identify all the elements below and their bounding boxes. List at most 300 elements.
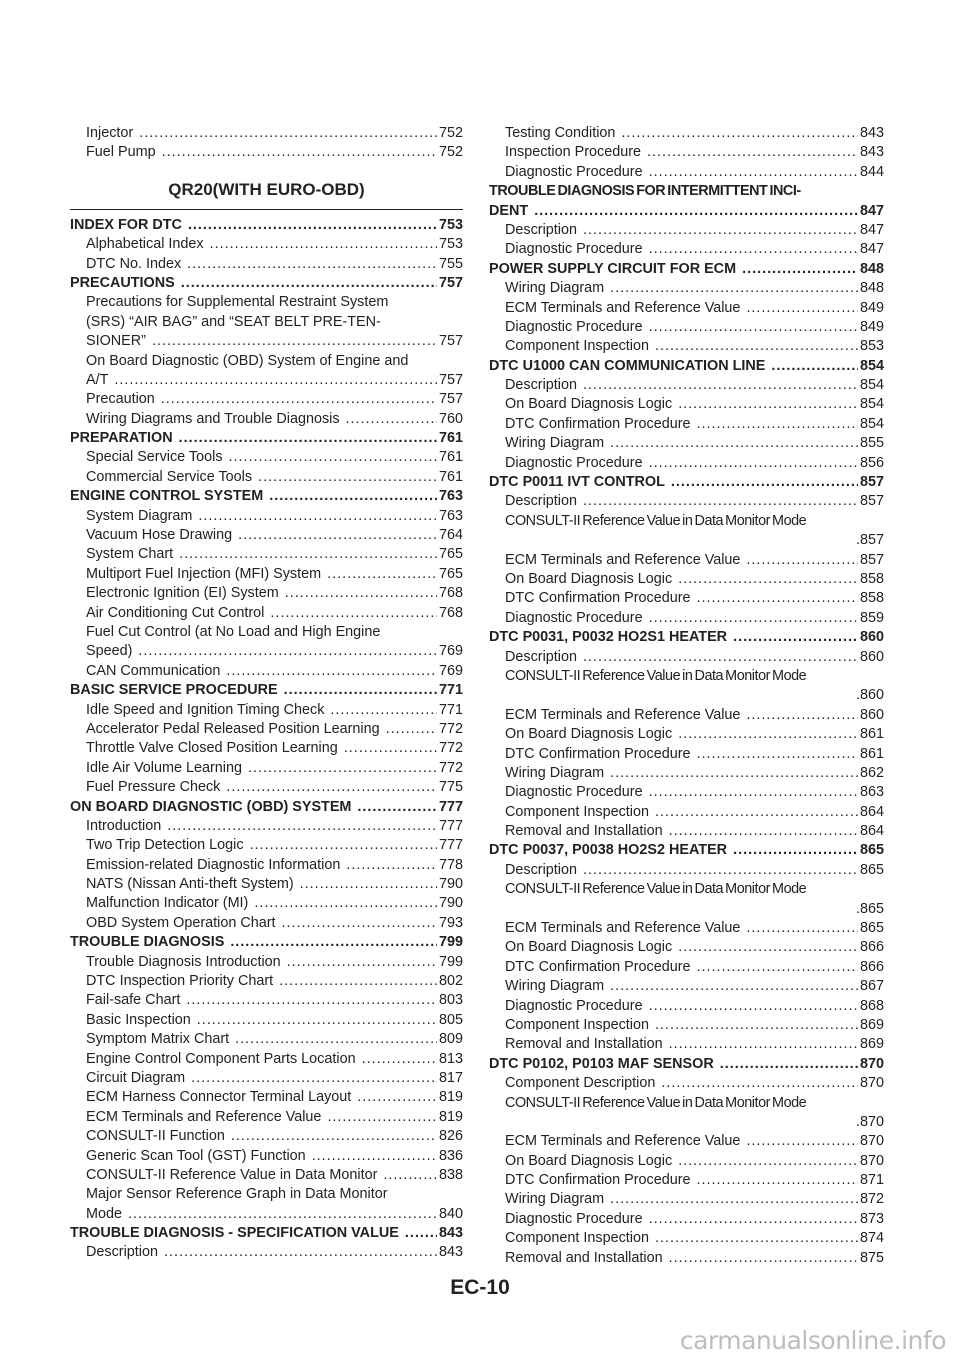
toc-dot-leader	[583, 376, 858, 395]
toc-heading	[489, 202, 884, 221]
toc-entry-title: Precaution	[86, 391, 155, 408]
toc-entry-title: Air Conditioning Cut Control	[86, 604, 265, 621]
toc-page-number: 769	[438, 662, 463, 679]
toc-entry	[489, 1132, 884, 1151]
toc-entry-title: Description	[505, 221, 577, 238]
toc-dot-leader	[198, 507, 437, 526]
toc-entry	[489, 648, 884, 667]
toc-dot-leader	[678, 570, 858, 589]
toc-entry-line: Fuel Cut Control (at No Load and High Engine	[86, 623, 381, 640]
toc-entry	[70, 817, 463, 836]
toc-dot-leader	[139, 124, 437, 143]
toc-entry-line: CONSULT-II Reference Value in Data Monitor Mode	[505, 512, 807, 529]
toc-entry	[70, 1011, 463, 1030]
toc-page-number: 763	[438, 488, 463, 505]
toc-dot-leader	[186, 991, 437, 1010]
toc-entry-title: Throttle Valve Closed Position Learning	[86, 740, 338, 757]
toc-entry-title: Special Service Tools	[86, 449, 223, 466]
toc-dot-leader	[661, 1074, 858, 1093]
toc-page-number: 761	[438, 468, 463, 485]
toc-page-number: 874	[859, 1230, 884, 1247]
toc-dot-leader	[649, 318, 858, 337]
toc-page-number: 862	[859, 764, 884, 781]
toc-dot-leader	[697, 745, 858, 764]
toc-entry-line: CONSULT-II Reference Value in Data Monitor Mode	[505, 1094, 807, 1111]
toc-entry-title: On Board Diagnosis Logic	[505, 939, 673, 956]
toc-dot-leader	[230, 933, 437, 952]
toc-entry-title: TROUBLE DIAGNOSIS	[70, 934, 225, 951]
toc-dot-leader	[746, 551, 858, 570]
toc-entry-title: DTC P0037, P0038 HO2S2 HEATER	[489, 842, 728, 859]
toc-entry	[70, 759, 463, 778]
toc-dot-leader	[647, 143, 858, 162]
toc-page-number: 752	[438, 125, 463, 141]
toc-entry	[70, 1127, 463, 1146]
toc-entry-title: Generic Scan Tool (GST) Function	[86, 1147, 306, 1164]
toc-dot-leader	[746, 706, 858, 725]
toc-dot-leader	[669, 822, 858, 841]
toc-page-continuation: .870	[855, 1113, 884, 1130]
toc-entry	[70, 235, 463, 254]
toc-entry-title: Diagnostic Procedure	[505, 318, 643, 335]
toc-entry	[70, 255, 463, 274]
toc-entry	[70, 1243, 463, 1262]
toc-heading	[70, 487, 463, 506]
toc-dot-leader	[167, 817, 437, 836]
toc-entry-title: Commercial Service Tools	[86, 468, 253, 485]
toc-page-number: 873	[859, 1210, 884, 1227]
toc-page-number: 854	[859, 357, 884, 374]
toc-page-number: 848	[859, 280, 884, 297]
toc-heading	[70, 798, 463, 817]
toc-dot-leader	[226, 778, 437, 797]
toc-page-number: 778	[438, 856, 463, 873]
toc-entry	[70, 1050, 463, 1069]
toc-entry	[70, 1108, 463, 1127]
toc-dot-leader	[649, 997, 858, 1016]
toc-entry	[489, 822, 884, 841]
toc-dot-leader	[655, 337, 858, 356]
toc-entry-line: (SRS) “AIR BAG” and “SEAT BELT PRE-TEN-	[86, 313, 381, 330]
toc-entry-title: Circuit Diagram	[86, 1069, 186, 1086]
toc-dot-leader	[746, 299, 858, 318]
toc-dot-leader	[191, 1069, 437, 1088]
toc-page-number: 871	[859, 1172, 884, 1189]
toc-page-number: 867	[859, 978, 884, 995]
toc-page-number: 817	[438, 1069, 463, 1086]
toc-heading	[489, 473, 884, 492]
toc-entry	[70, 468, 463, 487]
toc-page-number: 853	[859, 338, 884, 355]
toc-entry	[489, 570, 884, 589]
toc-dot-leader	[386, 720, 437, 739]
toc-page-number: 771	[438, 701, 463, 718]
toc-entry-title: Speed)	[86, 643, 133, 660]
toc-page-continuation: .857	[855, 532, 884, 549]
toc-page-number: 799	[438, 934, 463, 951]
toc-entry	[489, 551, 884, 570]
toc-dot-leader	[114, 371, 437, 390]
toc-entry-title: Wiring Diagram	[505, 764, 605, 781]
toc-entry	[70, 720, 463, 739]
toc-page-number: 868	[859, 997, 884, 1014]
toc-page-number: 843	[438, 1225, 463, 1242]
toc-entry	[489, 1035, 884, 1054]
toc-entry-title: NATS (Nissan Anti-theft System)	[86, 876, 294, 893]
toc-dot-leader	[250, 836, 437, 855]
toc-page-number: 855	[859, 435, 884, 452]
toc-entry-title: Component Description	[505, 1075, 656, 1092]
toc-entry-title: On Board Diagnosis Logic	[505, 570, 673, 587]
toc-page-number: 755	[438, 255, 463, 272]
toc-page-number: 836	[438, 1147, 463, 1164]
toc-page-number: 858	[859, 570, 884, 587]
toc-entry	[70, 856, 463, 875]
toc-page-number: 865	[859, 920, 884, 937]
toc-dot-leader	[254, 894, 437, 913]
toc-entry-title: Idle Air Volume Learning	[86, 759, 242, 776]
toc-page-number: 863	[859, 784, 884, 801]
toc-entry-title: Vacuum Hose Drawing	[86, 527, 233, 544]
toc-entry-title: Diagnostic Procedure	[505, 609, 643, 626]
toc-dot-leader	[357, 798, 437, 817]
toc-page-number: 847	[859, 241, 884, 258]
toc-entry-title: Symptom Matrix Chart	[86, 1031, 230, 1048]
toc-entry-title: Engine Control Component Parts Location	[86, 1050, 356, 1067]
toc-entry	[489, 1190, 884, 1209]
toc-dot-leader	[179, 545, 437, 564]
toc-heading	[70, 1224, 463, 1243]
toc-entry	[70, 778, 463, 797]
toc-entry-title: Inspection Procedure	[505, 144, 641, 161]
toc-page-number: 854	[859, 377, 884, 394]
toc-dot-leader	[649, 1210, 858, 1229]
toc-page-number: 857	[859, 551, 884, 568]
toc-entry-title: Description	[86, 1244, 158, 1261]
toc-entry-title: Electronic Ignition (EI) System	[86, 585, 279, 602]
toc-dot-leader	[357, 1088, 437, 1107]
toc-entry	[70, 1088, 463, 1107]
toc-page-number: 843	[438, 1244, 463, 1261]
toc-entry-title: SIONER”	[86, 333, 146, 350]
toc-dot-leader	[362, 1050, 437, 1069]
toc-entry	[70, 739, 463, 758]
toc-entry	[489, 1074, 884, 1093]
toc-entry	[489, 589, 884, 608]
toc-page-number: 753	[438, 216, 463, 233]
toc-dot-leader	[678, 938, 858, 957]
toc-entry	[489, 938, 884, 957]
toc-entry	[70, 332, 463, 351]
toc-page-number: 772	[438, 759, 463, 776]
toc-entry-title: Description	[505, 648, 577, 665]
toc-dot-leader	[649, 240, 858, 259]
toc-entry-title: Component Inspection	[505, 338, 649, 355]
toc-page-number: 848	[859, 260, 884, 277]
toc-entry	[70, 972, 463, 991]
toc-dot-leader	[746, 919, 858, 938]
toc-page-number: 864	[859, 823, 884, 840]
toc-entry	[70, 875, 463, 894]
toc-entry-title: Mode	[86, 1205, 122, 1222]
toc-entry	[489, 395, 884, 414]
toc-page-number: 864	[859, 803, 884, 820]
toc-page-number: 859	[859, 609, 884, 626]
toc-page-number: 866	[859, 958, 884, 975]
toc-entry-title: CAN Communication	[86, 662, 221, 679]
toc-dot-leader	[300, 875, 437, 894]
toc-entry-title: DTC P0011 IVT CONTROL	[489, 474, 665, 491]
toc-entry	[489, 764, 884, 783]
toc-page-number: 843	[859, 125, 884, 141]
toc-page-number: 857	[859, 474, 884, 491]
toc-entry-title: DTC Confirmation Procedure	[505, 958, 691, 975]
toc-page-number: 777	[438, 798, 463, 815]
toc-dot-leader	[187, 255, 437, 274]
toc-entry-title: Trouble Diagnosis Introduction	[86, 953, 281, 970]
toc-entry-title: Description	[505, 377, 577, 394]
toc-page-number: 866	[859, 939, 884, 956]
toc-entry-title: ECM Harness Connector Terminal Layout	[86, 1089, 352, 1106]
toc-entry	[70, 448, 463, 467]
toc-entry-title: Component Inspection	[505, 803, 649, 820]
toc-entry-title: DTC No. Index	[86, 255, 182, 272]
toc-entry	[489, 725, 884, 744]
toc-page-number: 849	[859, 299, 884, 316]
toc-entry-title: Testing Condition	[505, 125, 616, 141]
toc-entry	[489, 609, 884, 628]
toc-dot-leader	[583, 648, 858, 667]
toc-entry-line: Major Sensor Reference Graph in Data Monitor	[86, 1186, 388, 1203]
toc-dot-leader	[678, 395, 858, 414]
toc-page-number: 869	[859, 1036, 884, 1053]
toc-entry	[70, 124, 463, 143]
toc-heading	[489, 260, 884, 279]
toc-page-continuation: .860	[855, 687, 884, 704]
toc-page-number: 761	[438, 449, 463, 466]
toc-page-number: 768	[438, 585, 463, 602]
toc-entry	[70, 565, 463, 584]
toc-entry-title: On Board Diagnosis Logic	[505, 1152, 673, 1169]
page-number-label: EC-10	[450, 1276, 510, 1299]
toc-dot-leader	[164, 1243, 437, 1262]
toc-heading	[489, 841, 884, 860]
toc-entry-title: Emission-related Diagnostic Information	[86, 856, 341, 873]
toc-dot-leader	[583, 861, 858, 880]
toc-entry	[70, 371, 463, 390]
toc-entry	[489, 1152, 884, 1171]
toc-dot-leader	[655, 1229, 858, 1248]
toc-entry	[70, 526, 463, 545]
toc-entry-title: Diagnostic Procedure	[505, 454, 643, 471]
toc-dot-leader	[287, 953, 437, 972]
toc-entry-title: DTC Confirmation Procedure	[505, 1172, 691, 1189]
toc-entry-title: TROUBLE DIAGNOSIS - SPECIFICATION VALUE	[70, 1225, 399, 1242]
toc-entry-title: Alphabetical Index	[86, 236, 204, 253]
toc-page-number: 777	[438, 817, 463, 834]
toc-heading	[489, 357, 884, 376]
toc-dot-leader	[655, 1016, 858, 1035]
toc-page-number: 793	[438, 914, 463, 931]
toc-dot-leader	[610, 434, 858, 453]
toc-heading	[70, 216, 463, 235]
toc-entry-title: CONSULT-II Reference Value in Data Monitor	[86, 1166, 378, 1183]
toc-dot-leader	[327, 1108, 437, 1127]
toc-page-number: 753	[438, 236, 463, 253]
toc-page-number: 826	[438, 1128, 463, 1145]
toc-dot-leader	[746, 1132, 858, 1151]
toc-dot-leader	[621, 124, 858, 143]
toc-dot-leader	[669, 1249, 858, 1268]
toc-page-number: 764	[438, 527, 463, 544]
toc-dot-leader	[330, 701, 437, 720]
toc-dot-leader	[229, 448, 437, 467]
toc-dot-leader	[258, 468, 437, 487]
toc-page-number: 790	[438, 876, 463, 893]
toc-page-number: 803	[438, 992, 463, 1009]
toc-page-number: 819	[438, 1089, 463, 1106]
toc-heading	[489, 1055, 884, 1074]
toc-entry	[489, 706, 884, 725]
toc-entry-title: Component Inspection	[505, 1016, 649, 1033]
toc-entry	[489, 1229, 884, 1248]
toc-page-number: 765	[438, 546, 463, 563]
toc-entry-title: Diagnostic Procedure	[505, 163, 643, 180]
toc-dot-leader	[583, 492, 858, 511]
toc-entry	[489, 803, 884, 822]
toc-page-number: 757	[438, 333, 463, 350]
toc-entry-title: Fuel Pump	[86, 144, 156, 161]
toc-entry-title: PRECAUTIONS	[70, 274, 175, 291]
toc-entry-title: ENGINE CONTROL SYSTEM	[70, 488, 264, 505]
toc-entry	[489, 221, 884, 240]
toc-dot-leader	[282, 914, 437, 933]
toc-dot-leader	[179, 429, 437, 448]
toc-dot-leader	[655, 803, 858, 822]
toc-dot-leader	[678, 725, 858, 744]
toc-heading	[70, 429, 463, 448]
toc-entry-title: OBD System Operation Chart	[86, 914, 276, 931]
toc-entry-title: BASIC SERVICE PROCEDURE	[70, 682, 278, 699]
toc-page-number: 854	[859, 396, 884, 413]
toc-page-number: 858	[859, 590, 884, 607]
toc-page-number: 757	[438, 391, 463, 408]
toc-dot-leader	[161, 390, 437, 409]
toc-entry-title: DTC Confirmation Procedure	[505, 415, 691, 432]
toc-dot-leader	[697, 589, 858, 608]
toc-entry-title: ECM Terminals and Reference Value	[505, 299, 741, 316]
toc-entry-title: On Board Diagnosis Logic	[505, 396, 673, 413]
toc-entry	[70, 662, 463, 681]
toc-heading-line: TROUBLE DIAGNOSIS FOR INTERMITTENT INCI-	[489, 183, 801, 200]
toc-dot-leader	[742, 260, 858, 279]
toc-page-number: 765	[438, 565, 463, 582]
toc-entry-title: DTC P0031, P0032 HO2S1 HEATER	[489, 629, 728, 646]
toc-entry-title: Removal and Installation	[505, 1249, 663, 1266]
toc-entry-title: DTC Inspection Priority Chart	[86, 973, 274, 990]
toc-dot-leader	[210, 235, 437, 254]
toc-dot-leader	[771, 357, 858, 376]
toc-entry	[489, 977, 884, 996]
toc-dot-leader	[344, 739, 437, 758]
toc-page-number: 847	[859, 202, 884, 219]
toc-entry	[70, 836, 463, 855]
toc-page-number: 775	[438, 779, 463, 796]
toc-entry	[489, 1016, 884, 1035]
toc-left-column	[70, 124, 463, 1263]
toc-dot-leader	[270, 604, 437, 623]
toc-page-number: 872	[859, 1191, 884, 1208]
toc-page-number: 860	[859, 706, 884, 723]
toc-entry-line: CONSULT-II Reference Value in Data Monitor Mode	[505, 667, 807, 684]
toc-dot-leader	[128, 1205, 437, 1224]
toc-dot-leader	[152, 332, 437, 351]
toc-entry-line: Precautions for Supplemental Restraint System	[86, 294, 389, 311]
toc-page-number: 813	[438, 1050, 463, 1067]
toc-dot-leader	[697, 415, 858, 434]
toc-entry-line: CONSULT-II Reference Value in Data Monitor Mode	[505, 881, 807, 898]
toc-entry	[489, 958, 884, 977]
toc-page-number: 843	[859, 144, 884, 161]
toc-entry-title: Removal and Installation	[505, 1036, 663, 1053]
toc-page-number: 752	[438, 144, 463, 161]
toc-page-number: 840	[438, 1205, 463, 1222]
toc-entry-title: On Board Diagnosis Logic	[505, 726, 673, 743]
toc-dot-leader	[610, 764, 858, 783]
toc-entry-title: Diagnostic Procedure	[505, 997, 643, 1014]
toc-entry-title: Diagnostic Procedure	[505, 1210, 643, 1227]
toc-page-number: 865	[859, 861, 884, 878]
toc-entry	[489, 1171, 884, 1190]
toc-dot-leader	[279, 972, 437, 991]
toc-entry	[70, 1205, 463, 1224]
toc-entry	[70, 953, 463, 972]
toc-page-continuation: .865	[855, 900, 884, 917]
toc-page-number: 875	[859, 1249, 884, 1266]
toc-dot-leader	[697, 1171, 858, 1190]
toc-entry	[70, 507, 463, 526]
toc-dot-leader	[649, 609, 858, 628]
toc-page-number: 847	[859, 221, 884, 238]
toc-entry-title: Multiport Fuel Injection (MFI) System	[86, 565, 322, 582]
toc-entry	[70, 1147, 463, 1166]
toc-left-main-group	[70, 216, 463, 1263]
toc-dot-leader	[197, 1011, 437, 1030]
toc-entry	[489, 415, 884, 434]
toc-entry-title: Description	[505, 493, 577, 510]
toc-entry-title: ECM Terminals and Reference Value	[505, 551, 741, 568]
toc-dot-leader	[610, 279, 858, 298]
toc-dot-leader	[312, 1147, 437, 1166]
toc-dot-leader	[671, 473, 858, 492]
toc-entry-title: DENT	[489, 202, 529, 219]
toc-dot-leader	[697, 958, 858, 977]
toc-heading	[70, 681, 463, 700]
toc-right-column	[489, 124, 884, 1268]
toc-entry-title: CONSULT-II Function	[86, 1128, 225, 1145]
toc-page-number: 802	[438, 973, 463, 990]
toc-dot-leader	[231, 1127, 437, 1146]
toc-entry	[489, 318, 884, 337]
toc-heading	[489, 628, 884, 647]
toc-page-number: 769	[438, 643, 463, 660]
toc-entry-title: ECM Terminals and Reference Value	[86, 1108, 322, 1125]
toc-page-number: 760	[438, 410, 463, 427]
toc-entry	[489, 163, 884, 182]
toc-entry	[70, 1069, 463, 1088]
toc-dot-leader	[649, 454, 858, 473]
toc-entry-title: Wiring Diagram	[505, 978, 605, 995]
